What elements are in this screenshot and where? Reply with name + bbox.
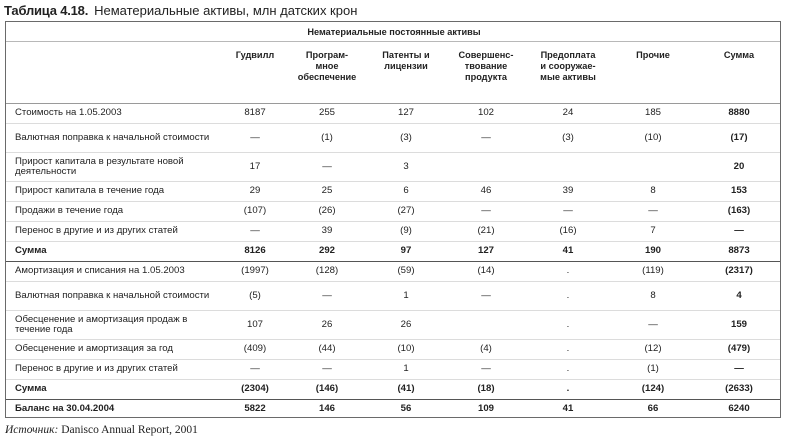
table-cell: (2304) bbox=[222, 380, 288, 400]
table-cell: (2633) bbox=[696, 380, 781, 400]
table-cell: 127 bbox=[366, 104, 446, 124]
table-cell bbox=[446, 311, 526, 340]
table-cell: 102 bbox=[446, 104, 526, 124]
table-cell: (479) bbox=[696, 340, 781, 360]
table-cell: 39 bbox=[288, 222, 366, 242]
table-cell: 8 bbox=[610, 182, 696, 202]
table-cell: (10) bbox=[366, 340, 446, 360]
table-cell: 185 bbox=[610, 104, 696, 124]
row-label: Амортизация и списания на 1.05.2003 bbox=[6, 262, 222, 282]
table-cell: (163) bbox=[696, 202, 781, 222]
table-cell: (1997) bbox=[222, 262, 288, 282]
table-row bbox=[6, 311, 781, 340]
table-cell: . bbox=[526, 360, 610, 380]
table-row bbox=[6, 202, 781, 222]
table-cell: (9) bbox=[366, 222, 446, 242]
row-label: Продажи в течение года bbox=[6, 202, 222, 222]
table-frame bbox=[5, 21, 781, 418]
table-cell: (3) bbox=[366, 124, 446, 153]
table-cell: (26) bbox=[288, 202, 366, 222]
table-cell: (17) bbox=[696, 124, 781, 153]
table-row bbox=[6, 340, 781, 360]
row-label: Сумма bbox=[6, 242, 222, 262]
column-header: Програм- мное обеспечение bbox=[288, 42, 366, 104]
table-cell: 6 bbox=[366, 182, 446, 202]
table-cell: 39 bbox=[526, 182, 610, 202]
table-cell: 146 bbox=[288, 400, 366, 419]
table-cell: (10) bbox=[610, 124, 696, 153]
table-cell bbox=[446, 153, 526, 182]
row-label: Обесценение и амортизация продаж в течение года bbox=[6, 311, 222, 340]
source-label: Источник: bbox=[5, 424, 59, 436]
table-cell: (14) bbox=[446, 262, 526, 282]
table-cell: — bbox=[446, 202, 526, 222]
table-cell: 8880 bbox=[696, 104, 781, 124]
table-cell: — bbox=[446, 124, 526, 153]
column-header: Совершенс- твование продукта bbox=[446, 42, 526, 104]
table-number: Таблица 4.18. bbox=[4, 3, 89, 18]
table-cell: 26 bbox=[288, 311, 366, 340]
table-cell: . bbox=[526, 282, 610, 311]
row-label: Прирост капитала в результате новой деятельности bbox=[6, 153, 222, 182]
column-header: Гудвилл bbox=[222, 42, 288, 104]
table-cell: (59) bbox=[366, 262, 446, 282]
table-cell: (44) bbox=[288, 340, 366, 360]
table-cell: 25 bbox=[288, 182, 366, 202]
table-cell: 97 bbox=[366, 242, 446, 262]
table-cell: 3 bbox=[366, 153, 446, 182]
table-cell: 29 bbox=[222, 182, 288, 202]
table-cell: — bbox=[446, 360, 526, 380]
table-cell: 17 bbox=[222, 153, 288, 182]
table-title bbox=[4, 3, 357, 18]
table-cell: (1) bbox=[288, 124, 366, 153]
table-cell: 159 bbox=[696, 311, 781, 340]
table-cell bbox=[610, 153, 696, 182]
row-label: Обесценение и амортизация за год bbox=[6, 340, 222, 360]
table-cell: — bbox=[696, 360, 781, 380]
table-cell: 109 bbox=[446, 400, 526, 419]
column-header: Предоплата и сооружае- мые активы bbox=[526, 42, 610, 104]
table-cell: — bbox=[446, 282, 526, 311]
table-cell: 4 bbox=[696, 282, 781, 311]
table-cell: 292 bbox=[288, 242, 366, 262]
table-cell: — bbox=[610, 202, 696, 222]
table-cell: 46 bbox=[446, 182, 526, 202]
table-row bbox=[6, 124, 781, 153]
table-cell: (5) bbox=[222, 282, 288, 311]
column-header: Прочие bbox=[610, 42, 696, 104]
table-cell: . bbox=[526, 340, 610, 360]
table-cell: — bbox=[526, 202, 610, 222]
table-cell: 153 bbox=[696, 182, 781, 202]
table-cell: 255 bbox=[288, 104, 366, 124]
table-cell: 6240 bbox=[696, 400, 781, 419]
table-cell: — bbox=[222, 124, 288, 153]
table-cell: 24 bbox=[526, 104, 610, 124]
table-row bbox=[6, 282, 781, 311]
row-label: Сумма bbox=[6, 380, 222, 400]
table-cell: 190 bbox=[610, 242, 696, 262]
table-cell: . bbox=[526, 380, 610, 400]
table-row bbox=[6, 222, 781, 242]
table-cell: (128) bbox=[288, 262, 366, 282]
table-cell: 41 bbox=[526, 400, 610, 419]
table-cell: 20 bbox=[696, 153, 781, 182]
table-cell: . bbox=[526, 311, 610, 340]
table-cell: 26 bbox=[366, 311, 446, 340]
table-cell: (409) bbox=[222, 340, 288, 360]
table-cell: (4) bbox=[446, 340, 526, 360]
row-label: Стоимость на 1.05.2003 bbox=[6, 104, 222, 124]
table-cell: (18) bbox=[446, 380, 526, 400]
table-row bbox=[6, 400, 781, 419]
table-cell: — bbox=[222, 222, 288, 242]
table-caption: Нематериальные активы, млн датских крон bbox=[94, 3, 358, 18]
table-cell: 8187 bbox=[222, 104, 288, 124]
table-cell: — bbox=[288, 282, 366, 311]
table-cell: (124) bbox=[610, 380, 696, 400]
column-header: Сумма bbox=[696, 42, 781, 104]
table-cell: 66 bbox=[610, 400, 696, 419]
group-header: Нематериальные постоянные активы bbox=[6, 22, 781, 42]
table-cell: — bbox=[288, 153, 366, 182]
table-cell: (16) bbox=[526, 222, 610, 242]
table-cell: — bbox=[288, 360, 366, 380]
table-row bbox=[6, 182, 781, 202]
table-cell: 7 bbox=[610, 222, 696, 242]
table-cell: 5822 bbox=[222, 400, 288, 419]
table-cell: (41) bbox=[366, 380, 446, 400]
table-cell: (146) bbox=[288, 380, 366, 400]
table-cell: (27) bbox=[366, 202, 446, 222]
table-cell: (12) bbox=[610, 340, 696, 360]
table-row bbox=[6, 360, 781, 380]
table-cell: — bbox=[696, 222, 781, 242]
table-row bbox=[6, 153, 781, 182]
table-cell: . bbox=[526, 262, 610, 282]
row-label: Прирост капитала в течение года bbox=[6, 182, 222, 202]
table-cell: 127 bbox=[446, 242, 526, 262]
row-label: Перенос в другие и из других статей bbox=[6, 222, 222, 242]
table-cell: (2317) bbox=[696, 262, 781, 282]
source-note bbox=[5, 424, 198, 436]
table-cell: (21) bbox=[446, 222, 526, 242]
table-cell: 1 bbox=[366, 282, 446, 311]
table-cell: — bbox=[610, 311, 696, 340]
table-cell: 8126 bbox=[222, 242, 288, 262]
table-body bbox=[6, 104, 781, 419]
table-row bbox=[6, 104, 781, 124]
table-row bbox=[6, 242, 781, 262]
row-label: Перенос в другие и из других статей bbox=[6, 360, 222, 380]
table-cell: 56 bbox=[366, 400, 446, 419]
table-cell: 41 bbox=[526, 242, 610, 262]
table-cell: — bbox=[222, 360, 288, 380]
row-label: Валютная поправка к начальной стоимости bbox=[6, 124, 222, 153]
source-text: Danisco Annual Report, 2001 bbox=[58, 424, 198, 436]
row-label: Валютная поправка к начальной стоимости bbox=[6, 282, 222, 311]
intangible-assets-table bbox=[6, 22, 781, 418]
label-column-header bbox=[6, 42, 222, 104]
table-row bbox=[6, 380, 781, 400]
table-row bbox=[6, 262, 781, 282]
table-cell: 8 bbox=[610, 282, 696, 311]
table-cell: (1) bbox=[610, 360, 696, 380]
column-header: Патенты и лицензии bbox=[366, 42, 446, 104]
table-cell: (107) bbox=[222, 202, 288, 222]
table-cell: (119) bbox=[610, 262, 696, 282]
table-cell: 8873 bbox=[696, 242, 781, 262]
table-cell: 107 bbox=[222, 311, 288, 340]
table-cell: 1 bbox=[366, 360, 446, 380]
table-cell bbox=[526, 153, 610, 182]
row-label: Баланс на 30.04.2004 bbox=[6, 400, 222, 419]
table-cell: (3) bbox=[526, 124, 610, 153]
